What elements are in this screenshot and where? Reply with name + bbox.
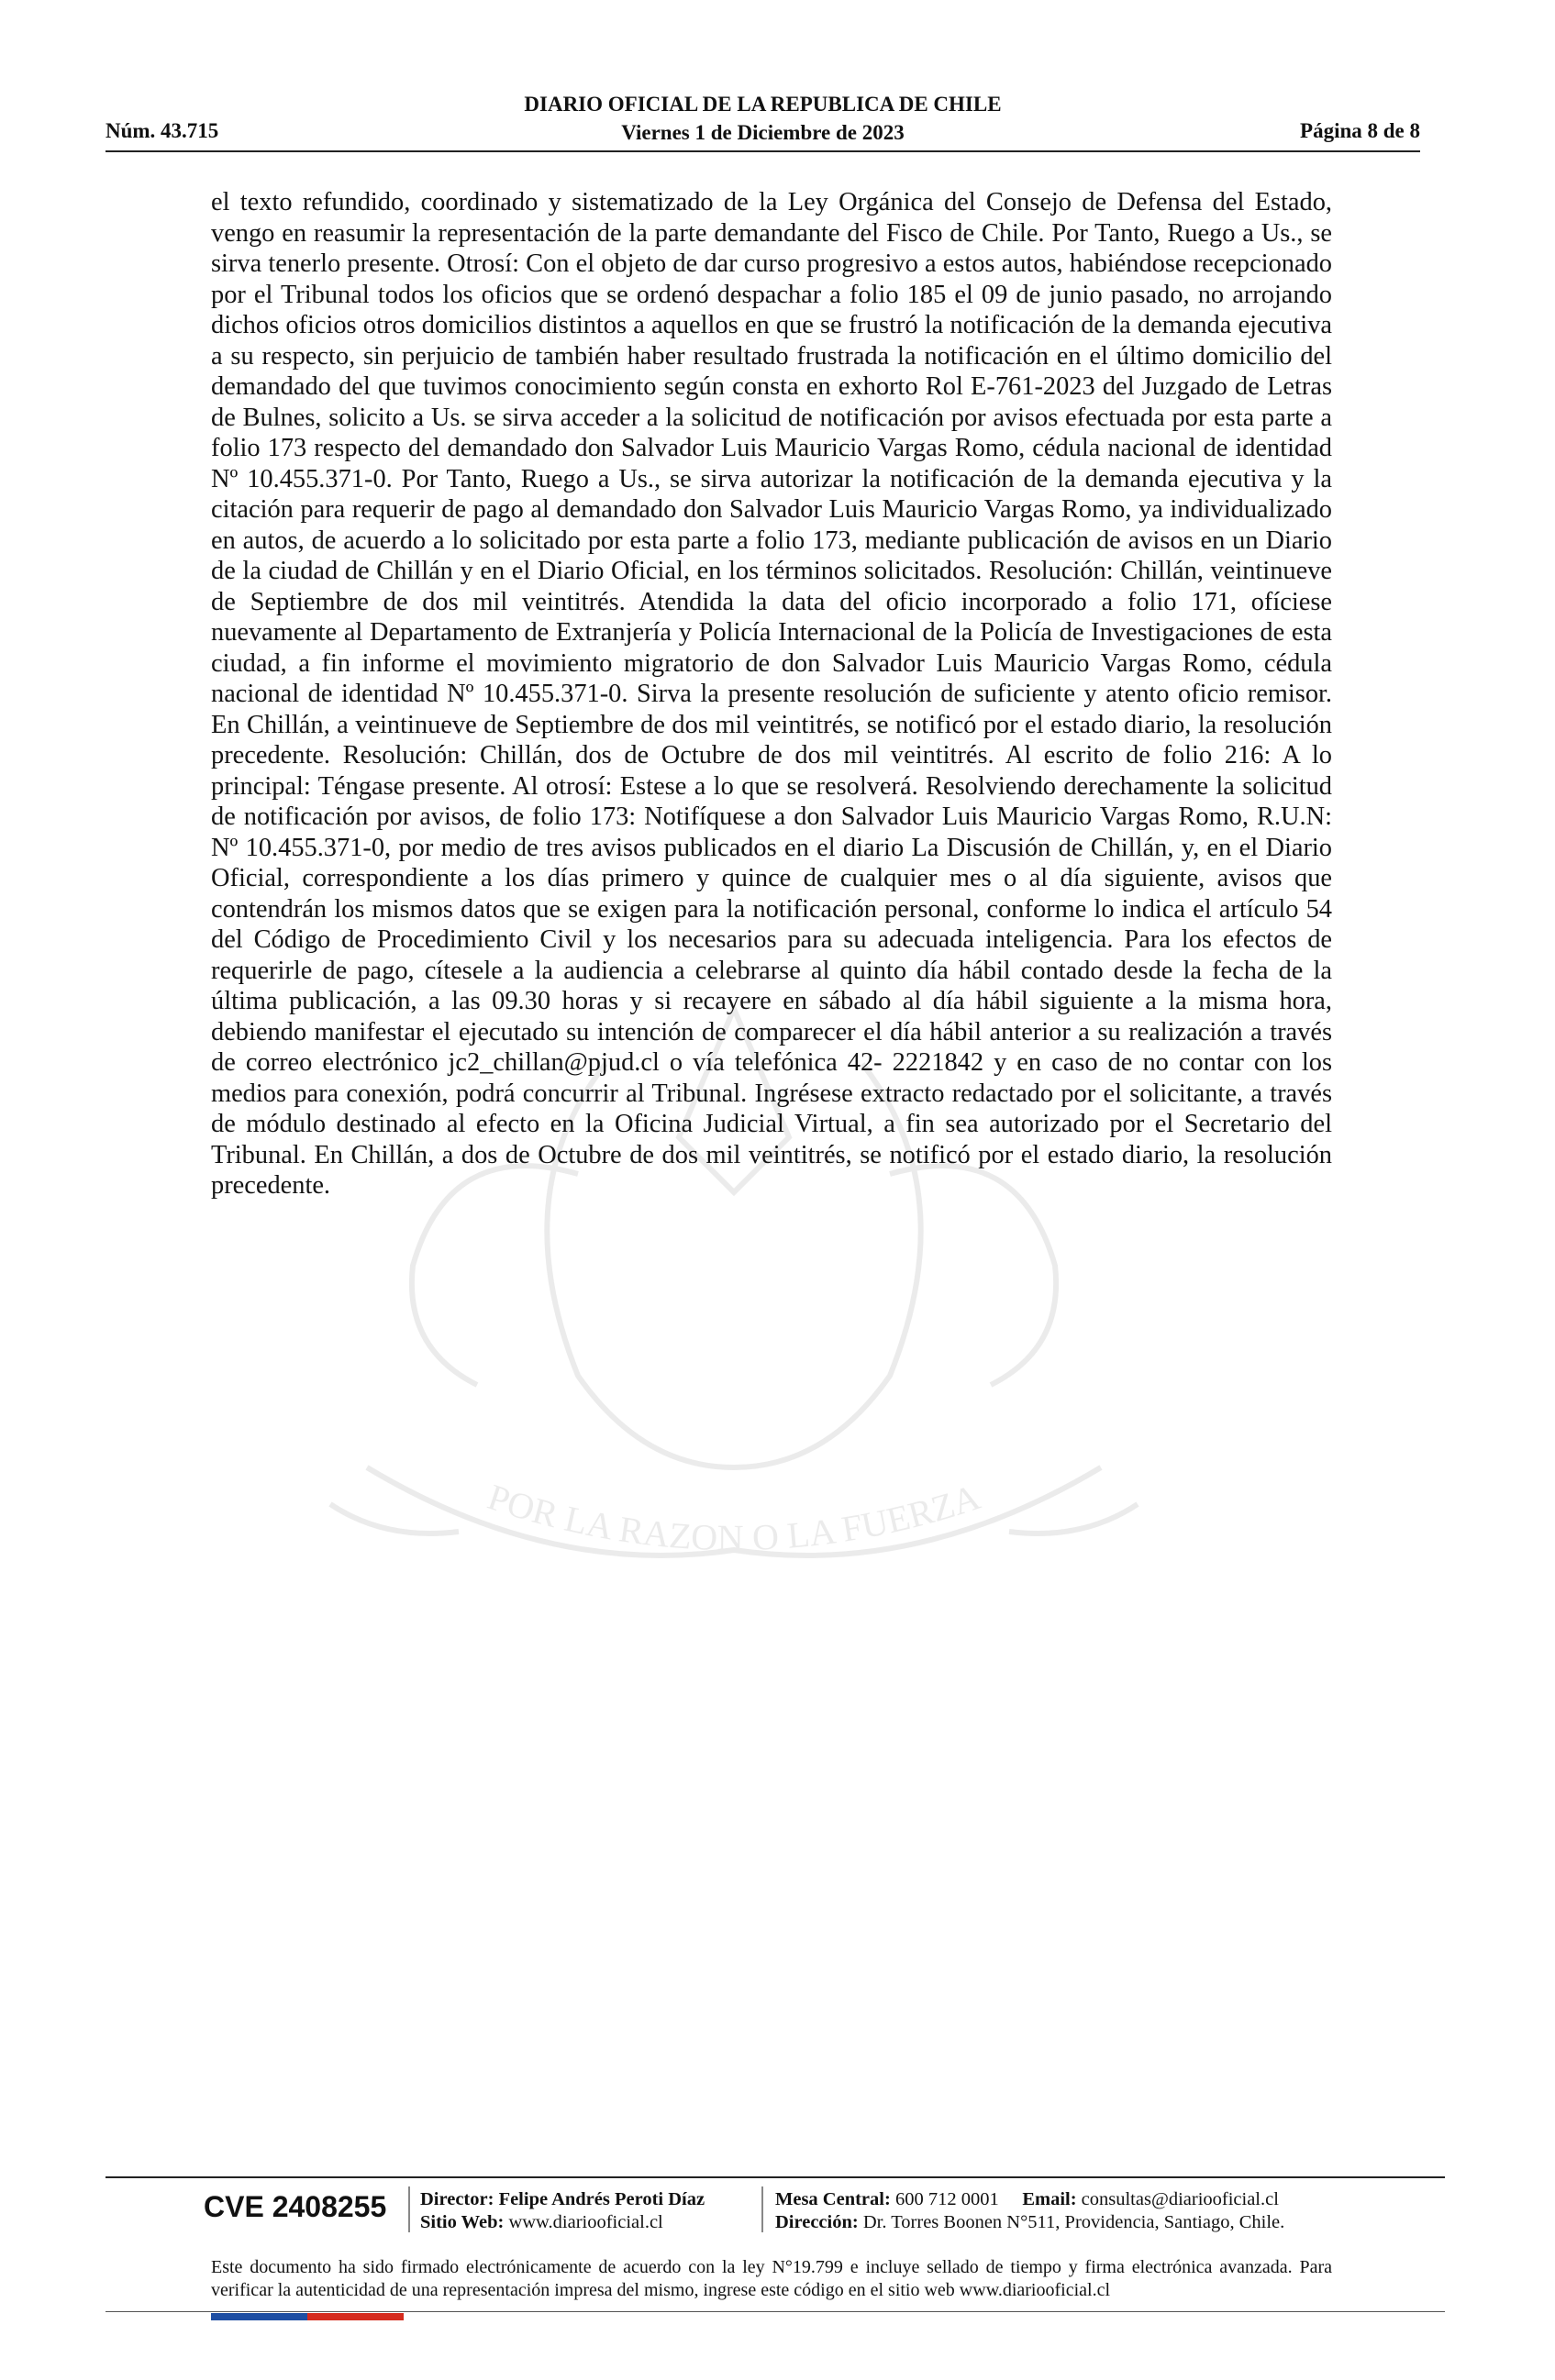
footer-divider bbox=[106, 2176, 1445, 2178]
issue-number: Núm. 43.715 bbox=[106, 119, 219, 142]
issue-date: Viernes 1 de Diciembre de 2023 bbox=[621, 121, 905, 144]
flag-red-segment bbox=[307, 2313, 404, 2320]
footer-director-block: Director: Felipe Andrés Peroti Díaz Sitio Web: www.diariooficial.cl bbox=[420, 2189, 705, 2232]
signature-notice: Este documento ha sido firmado electrónicamente de acuerdo con la ley N°19.799 e incluye sellado de tiempo y firma electrónica avanzada. Para verificar la autenticidad de una representación impresa del mismo, ingrese este código en el sitio web www.diariooficial.cl bbox=[211, 2257, 1332, 2300]
page-header bbox=[106, 90, 1420, 147]
header-divider bbox=[106, 150, 1420, 152]
footer-contact-block: Mesa Central: 600 712 0001 Email: consultas@diariooficial.cl Dirección: Dr. Torres Boonen N°511, Providencia, Santiago, Chile. bbox=[775, 2189, 1285, 2232]
footer-bottom-divider bbox=[106, 2311, 1445, 2312]
publication-title: DIARIO OFICIAL DE LA REPUBLICA DE CHILE bbox=[524, 93, 1002, 116]
motto-text: POR LA RAZON O LA FUERZA bbox=[483, 1476, 985, 1559]
document-body: el texto refundido, coordinado y sistematizado de la Ley Orgánica del Consejo de Defensa del Estado, vengo en reasumir la representación de la parte demandante del Fisco de Chile. Por Tanto, Ruego a Us., se sirva tenerlo presente. Otrosí: Con el objeto de dar curso progresivo a estos autos, habiéndose recepcionado por el Tribunal todos los oficios que se ordenó despachar a folio 185 el 09 de junio pasado, no arrojando dichos oficios otros domicilios distintos a aquellos en que se frustró la notificación de la demanda ejecutiva a su respecto, sin perjuicio de también haber resultado frustrada la notificación en el último domicilio del demandado del que tuvimos conocimiento según consta en exhorto Rol E-761-2023 del Juzgado de Letras de Bulnes, solicito a Us. se sirva acceder a la solicitud de notificación por avisos efectuada por esta parte a folio 173 respecto del demandado don Salvador Luis Mauricio Vargas Romo, cédula nacional de identidad Nº 10.455.371-0. Por Tanto, Ruego a Us., se sirva autorizar la notificación de la demanda ejecutiva y la citación para requerir de pago al demandado don Salvador Luis Mauricio Vargas Romo, ya individualizado en autos, de acuerdo a lo solicitado por esta parte a folio 173, mediante publicación de avisos en un Diario de la ciudad de Chillán y en el Diario Oficial, en los términos solicitados. Resolución: Chillán, veintinueve de Septiembre de dos mil veintitrés. Atendida la data del oficio incorporado a folio 171, ofíciese nuevamente al Departamento de Extranjería y Policía Internacional de la Policía de Investigaciones de esta ciudad, a fin informe el movimiento migratorio de don Salvador Luis Mauricio Vargas Romo, cédula nacional de identidad Nº 10.455.371-0. Sirva la presente resolución de suficiente y atento oficio remisor. En Chillán, a veintinueve de Septiembre de dos mil veintitrés, se notificó por el estado diario, la resolución precedente. Resolución: Chillán, dos de Octubre de dos mil veintitrés. Al escrito de folio 216: A lo principal: Téngase presente. Al otrosí: Estese a lo que se resolverá. Resolviendo derechamente la solicitud de notificación por avisos, de folio 173: Notifíquese a don Salvador Luis Mauricio Vargas Romo, R.U.N: Nº 10.455.371-0, por medio de tres avisos publicados en el diario La Discusión de Chillán, y, en el Diario Oficial, correspondiente a los días primero y quince de cualquier mes o al día siguiente, avisos que contendrán los mismos datos que se exigen para la notificación personal, conforme lo indica el artículo 54 del Código de Procedimiento Civil y los necesarios para su adecuada inteligencia. Para los efectos de requerirle de pago, cítesele a la audiencia a celebrarse al quinto día hábil contado desde la fecha de la última publicación, a las 09.30 horas y si recayere en sábado al día hábil siguiente a la misma hora, debiendo manifestar el ejecutado su intención de comparecer el día hábil anterior a su realización a través de correo electrónico jc2_chillan@pjud.cl o vía telefónica 42- 2221842 y en caso de no contar con los medios para conexión, podrá concurrir al Tribunal. Ingrésese extracto redactado por el solicitante, a través de módulo destinado al efecto en la Oficina Judicial Virtual, a fin sea autorizado por el Secretario del Tribunal. En Chillán, a dos de Octubre de dos mil veintitrés, se notificó por el estado diario, la resolución precedente. bbox=[211, 188, 1332, 1200]
page-number: Página 8 de 8 bbox=[1300, 119, 1420, 142]
cve-code: CVE 2408255 bbox=[204, 2190, 387, 2223]
flag-blue-segment bbox=[211, 2313, 307, 2320]
phone-number: 600 712 0001 bbox=[894, 2189, 999, 2209]
masthead bbox=[106, 90, 1420, 147]
footer-separator bbox=[408, 2186, 410, 2232]
director-name: Felipe Andrés Peroti Díaz bbox=[498, 2189, 705, 2209]
footer-separator bbox=[761, 2186, 763, 2232]
address: Dr. Torres Boonen N°511, Providencia, Santiago, Chile. bbox=[862, 2212, 1285, 2232]
flag-color-strip bbox=[211, 2313, 404, 2320]
website-link[interactable]: www.diariooficial.cl bbox=[508, 2212, 663, 2232]
email-link[interactable]: consultas@diariooficial.cl bbox=[1081, 2189, 1279, 2209]
